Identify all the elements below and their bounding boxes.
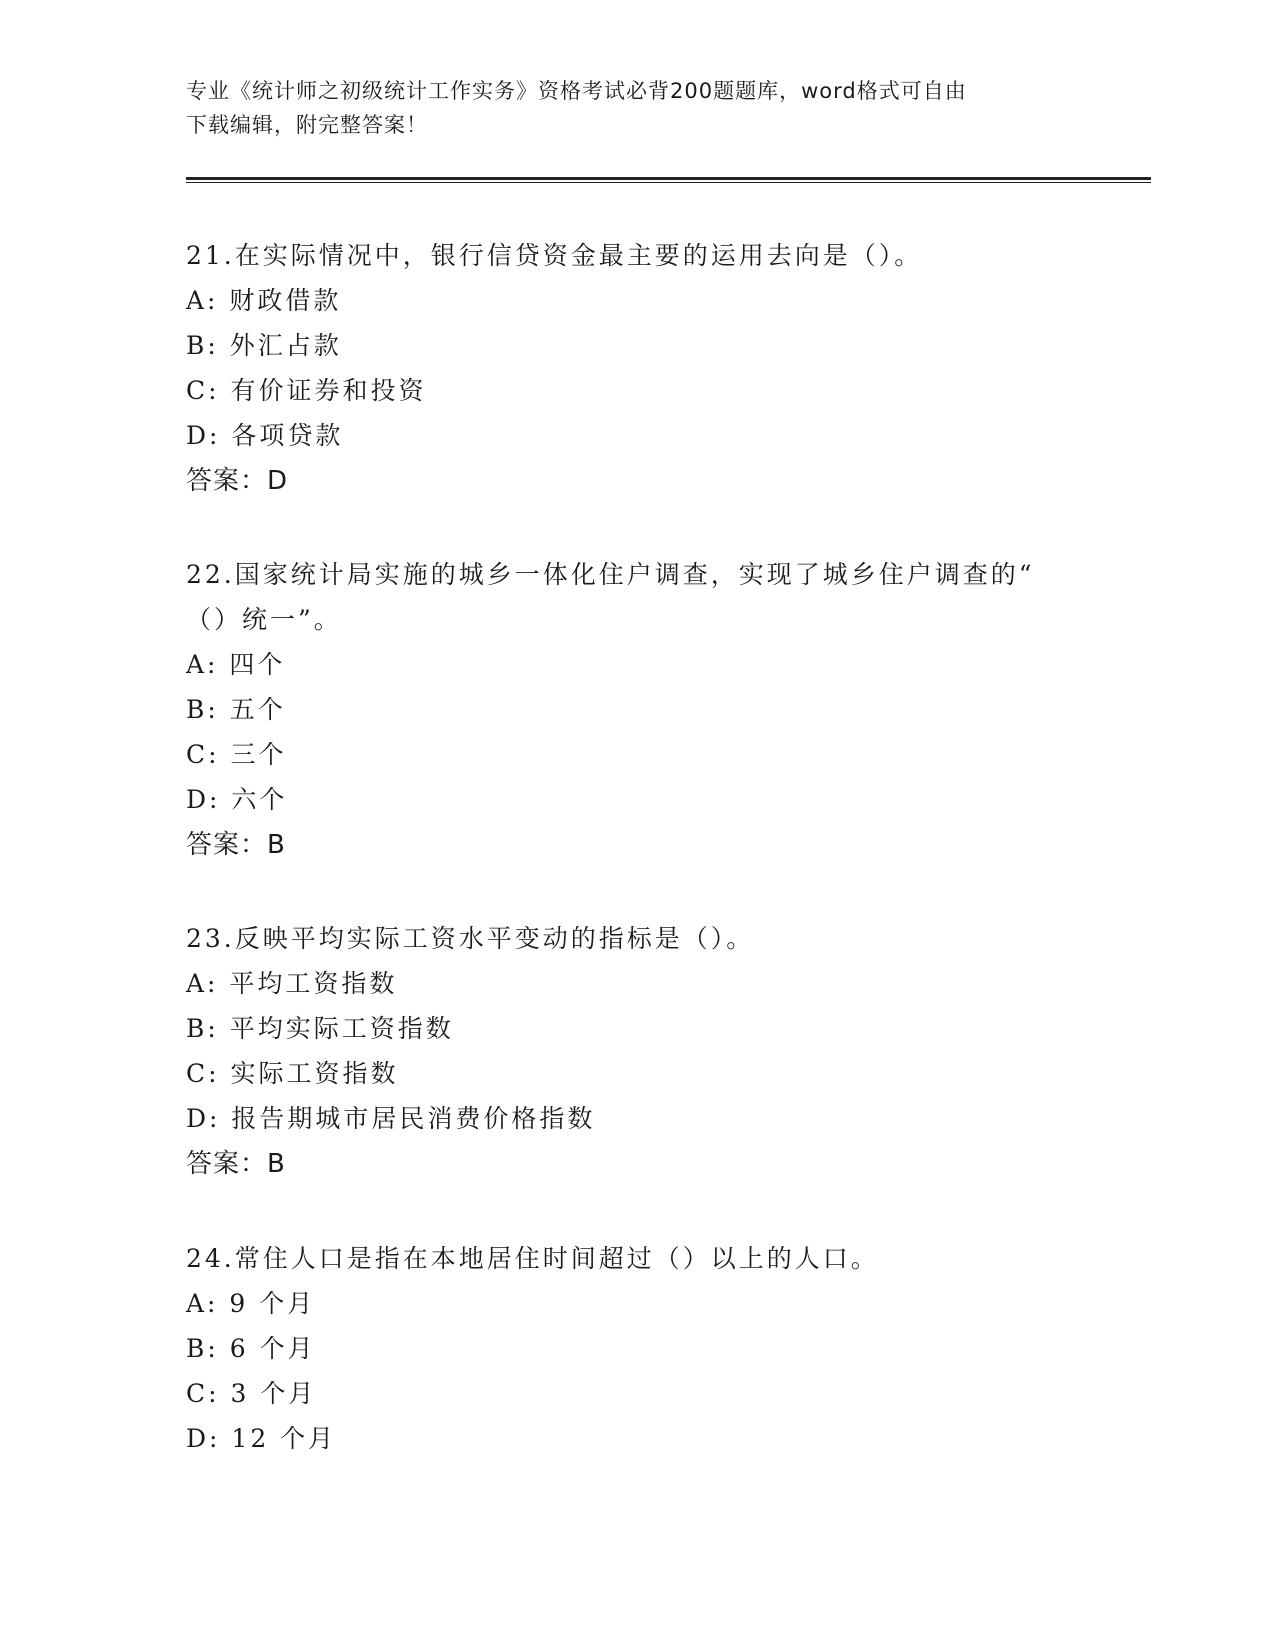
header-title-line-2: 下载编辑，附完整答案！ (186, 113, 428, 137)
question-stem: 21.在实际情况中，银行信贷资金最主要的运用去向是（）。 (186, 241, 923, 270)
answer: 答案：D (186, 466, 289, 496)
option-d: D: 12 个月 (186, 1424, 337, 1453)
option-d: D: 报告期城市居民消费价格指数 (186, 1104, 596, 1133)
option-c: C: 三个 (186, 740, 287, 769)
option-c: C: 实际工资指数 (186, 1059, 399, 1088)
option-d: D: 六个 (186, 785, 288, 814)
option-a: A: 财政借款 (186, 286, 342, 315)
header-title-line-1: 专业《统计师之初级统计工作实务》资格考试必背200题题库，word格式可自由 (186, 79, 967, 103)
question-stem: 23.反映平均实际工资水平变动的指标是（）。 (186, 924, 755, 953)
option-c: C: 有价证券和投资 (186, 376, 427, 405)
document-header (186, 74, 1086, 142)
question-stem-line-1: 22.国家统计局实施的城乡一体化住户调查，实现了城乡住户调查的“ (186, 560, 1035, 589)
question-24 (186, 1236, 1086, 1461)
question-stem-line-2: （）统一”。 (186, 605, 342, 634)
answer: 答案：B (186, 830, 286, 860)
option-a: A: 四个 (186, 650, 286, 679)
option-b: B: 6 个月 (186, 1334, 316, 1363)
option-a: A: 平均工资指数 (186, 969, 398, 998)
option-b: B: 五个 (186, 695, 286, 724)
option-b: B: 外汇占款 (186, 331, 342, 360)
option-c: C: 3 个月 (186, 1379, 317, 1408)
question-stem: 24.常住人口是指在本地居住时间超过（）以上的人口。 (186, 1244, 879, 1273)
option-a: A: 9 个月 (186, 1289, 316, 1318)
option-b: B: 平均实际工资指数 (186, 1014, 454, 1043)
option-d: D: 各项贷款 (186, 421, 344, 450)
answer: 答案：B (186, 1149, 286, 1179)
header-divider-thick (186, 177, 1151, 180)
question-21 (186, 233, 1086, 504)
header-divider-thin (186, 182, 1151, 183)
question-23 (186, 916, 1086, 1187)
question-22 (186, 552, 1086, 868)
